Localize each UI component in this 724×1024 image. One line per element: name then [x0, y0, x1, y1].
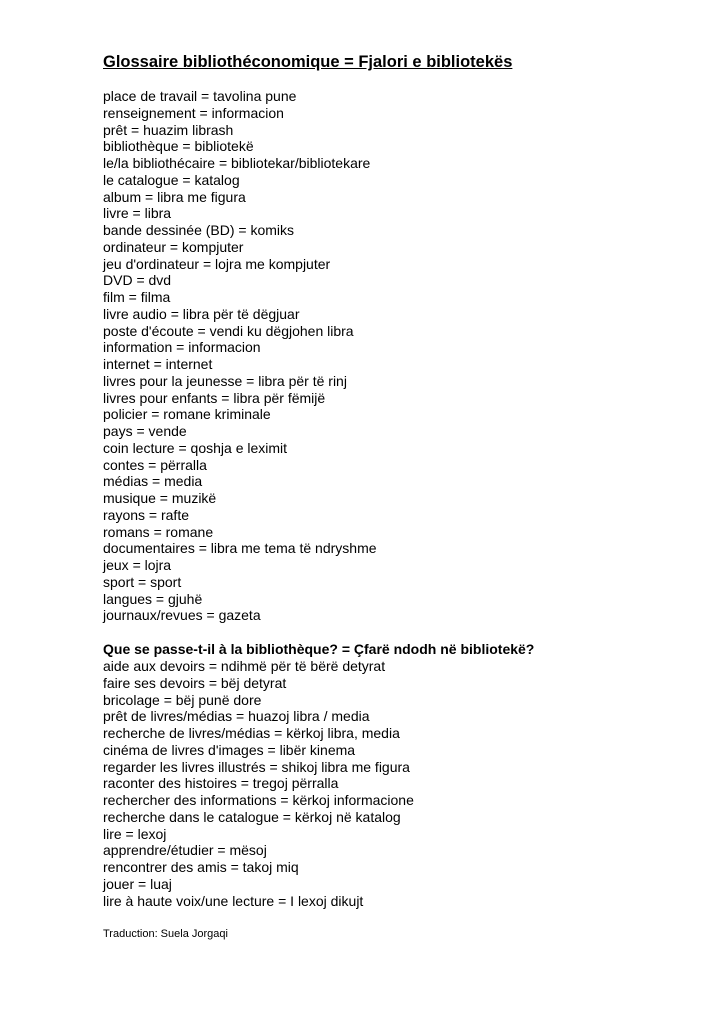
activity-term: regarder les livres illustrés = shikoj libra me figura: [103, 758, 410, 775]
activity-term: bricolage = bëj punë dore: [103, 691, 262, 708]
glossary-term: policier = romane kriminale: [103, 406, 271, 423]
glossary-term: film = filma: [103, 289, 171, 305]
activity-term: lire à haute voix/une lecture = I lexoj dikujt: [103, 892, 364, 909]
activity-term: cinéma de livres d'images = libër kinema: [103, 741, 356, 758]
activity-term: jouer = luaj: [103, 875, 172, 892]
activity-term: recherche de livres/médias = kërkoj libra, media: [103, 725, 400, 741]
glossary-term: livres pour la jeunesse = libra për të rinj: [103, 372, 347, 389]
glossary-term: renseignement = informacion: [103, 104, 284, 121]
glossary-term: bande dessinée (BD) = komiks: [103, 222, 295, 238]
glossary-term: le catalogue = katalog: [103, 171, 240, 188]
glossary-list: [103, 88, 377, 624]
glossary-term: médias = media: [103, 473, 203, 490]
glossary-term: le/la bibliothécaire = bibliotekar/bibliotekare: [103, 155, 371, 171]
activity-term: raconter des histoires = tregoj përralla: [103, 775, 339, 792]
glossary-term: place de travail = tavolina pune: [103, 88, 297, 104]
activities-list: [103, 658, 414, 909]
glossary-term: bibliothèque = bibliotekë: [103, 138, 254, 155]
activity-term: rechercher des informations = kërkoj informacione: [103, 792, 414, 808]
activity-term: lire = lexoj: [103, 825, 167, 842]
glossary-term: documentaires = libra me tema të ndryshme: [103, 540, 377, 557]
glossary-term: rayons = rafte: [103, 506, 189, 523]
glossary-term: prêt = huazim librash: [103, 121, 234, 138]
glossary-term: DVD = dvd: [103, 272, 172, 289]
activity-term: prêt de livres/médias = huazoj libra / media: [103, 708, 370, 725]
activity-term: recherche dans le catalogue = kërkoj në katalog: [103, 808, 401, 825]
glossary-term: langues = gjuhë: [103, 590, 203, 607]
glossary-term: information = informacion: [103, 339, 261, 356]
activity-term: aide aux devoirs = ndihmë për të bërë detyrat: [103, 658, 386, 674]
glossary-term: ordinateur = kompjuter: [103, 238, 244, 255]
glossary-term: romans = romane: [103, 523, 214, 540]
glossary-term: livres pour enfants = libra për fëmijë: [103, 389, 326, 406]
glossary-term: internet = internet: [103, 356, 213, 372]
glossary-term: livre = libra: [103, 205, 172, 222]
glossary-term: jeu d'ordinateur = lojra me kompjuter: [103, 255, 331, 272]
glossary-term: coin lecture = qoshja e leximit: [103, 439, 288, 456]
activity-term: rencontrer des amis = takoj miq: [103, 859, 299, 875]
section-heading: Que se passe-t-il à la bibliothèque? = Çfarë ndodh në bibliotekë?: [103, 641, 535, 657]
glossary-term: poste d'écoute = vendi ku dëgjohen libra: [103, 322, 354, 339]
glossary-term: sport = sport: [103, 573, 182, 590]
glossary-term: pays = vende: [103, 423, 187, 439]
glossary-term: musique = muzikë: [103, 490, 217, 506]
glossary-term: journaux/revues = gazeta: [103, 607, 261, 624]
glossary-term: livre audio = libra për të dëgjuar: [103, 305, 300, 322]
page-title: Glossaire bibliothéconomique = Fjalori e bibliotekës: [103, 53, 513, 71]
activity-term: faire ses devoirs = bëj detyrat: [103, 674, 287, 691]
glossary-term: contes = përralla: [103, 456, 207, 473]
glossary-term: album = libra me figura: [103, 188, 246, 205]
glossary-term: jeux = lojra: [103, 557, 172, 573]
activity-term: apprendre/étudier = mësoj: [103, 842, 267, 859]
translator-credit: Traduction: Suela Jorgaqi: [103, 928, 228, 940]
